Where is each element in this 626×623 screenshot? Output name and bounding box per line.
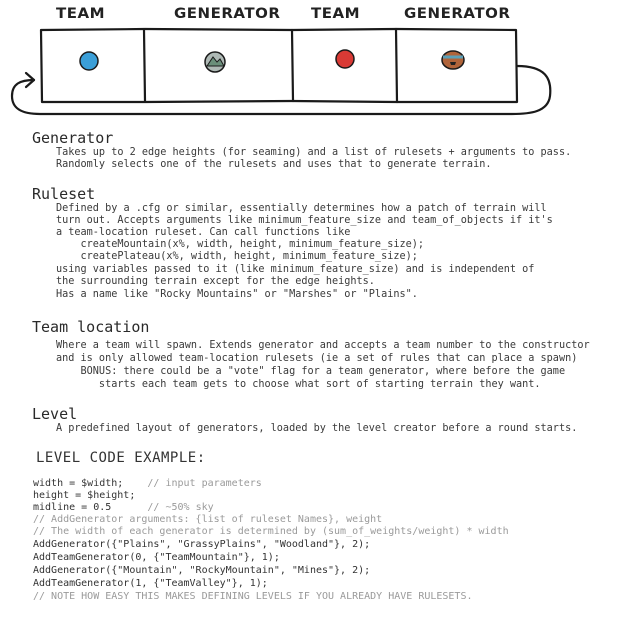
header-generator-2: GENERATOR	[404, 4, 511, 22]
ruleset-title: Ruleset	[32, 185, 96, 203]
ruleset-line: using variables passed to it (like minimum_feature_size) and is independent of	[56, 264, 535, 275]
header-team-2: TEAM	[311, 4, 361, 22]
level-title: Level	[32, 405, 78, 423]
team-location-title: Team location	[32, 318, 150, 336]
ruleset-line: createPlateau(x%, width, height, minimum_feature_size);	[56, 251, 418, 262]
generator-title: Generator	[32, 129, 114, 147]
ruleset-line: Defined by a .cfg or similar, essentially determines how a patch of terrain will	[56, 203, 547, 214]
code-line: height = $height;	[33, 490, 136, 501]
header-generator-1: GENERATOR	[174, 4, 281, 22]
ruleset-line: turn out. Accepts arguments like minimum_feature_size and team_of_objects if it's	[56, 215, 553, 226]
code-line: AddTeamGenerator(0, {"TeamMountain"}, 1);	[33, 552, 280, 563]
team-location-line: starts each team gets to choose what sort of starting terrain they want.	[56, 379, 541, 390]
header-team-1: TEAM	[56, 4, 106, 22]
code-line: width = $width; // input parameters	[33, 478, 262, 489]
generator-2-marker	[442, 51, 464, 69]
code-line: midline = 0.5 // ~50% sky	[33, 502, 214, 513]
generator-1-marker	[205, 52, 225, 72]
ruleset-line: createMountain(x%, width, height, minimum_feature_size);	[56, 239, 425, 250]
generator-line: Randomly selects one of the rulesets and uses that to generate terrain.	[56, 159, 492, 170]
code-line: // The width of each generator is determined by (sum_of_weights/weight) * width	[33, 526, 509, 537]
ruleset-line: the surrounding terrain except for the edge heights.	[56, 276, 375, 287]
code-line: // AddGenerator arguments: {list of ruleset Names}, weight	[33, 514, 383, 525]
code-line: AddGenerator({"Mountain", "RockyMountain", "Mines"}, 2);	[33, 565, 371, 576]
wrap-arrow	[12, 66, 550, 114]
code-line: // NOTE HOW EASY THIS MAKES DEFINING LEVELS IF YOU ALREADY HAVE RULESETS.	[33, 591, 473, 602]
code-line: AddGenerator({"Plains", "GrassyPlains", "Woodland"}, 2);	[33, 539, 371, 550]
generator-line: Takes up to 2 edge heights (for seaming) and a list of rulesets + arguments to pass.	[56, 147, 572, 158]
code-example-title: LEVEL CODE EXAMPLE:	[36, 450, 206, 466]
divider-2	[292, 30, 293, 101]
team-location-line: Where a team will spawn. Extends generator and accepts a team number to the constructor	[56, 340, 590, 351]
divider-1	[144, 30, 145, 101]
ruleset-line: a team-location ruleset. Can call functions like	[56, 227, 351, 238]
divider-3	[396, 29, 397, 102]
ruleset-line: Has a name like "Rocky Mountains" or "Marshes" or "Plains".	[56, 289, 418, 300]
code-line: AddTeamGenerator(1, {"TeamValley"}, 1);	[33, 578, 268, 589]
team-location-line: BONUS: there could be a "vote" flag for a team generator, where before the game	[56, 366, 566, 377]
team-location-line: and is only allowed team-location rulesets (ie a set of rules that can place a spawn)	[56, 353, 578, 364]
level-line: A predefined layout of generators, loaded by the level creator before a round starts.	[56, 423, 578, 434]
team-2-marker	[336, 50, 354, 68]
team-1-marker	[80, 52, 98, 70]
